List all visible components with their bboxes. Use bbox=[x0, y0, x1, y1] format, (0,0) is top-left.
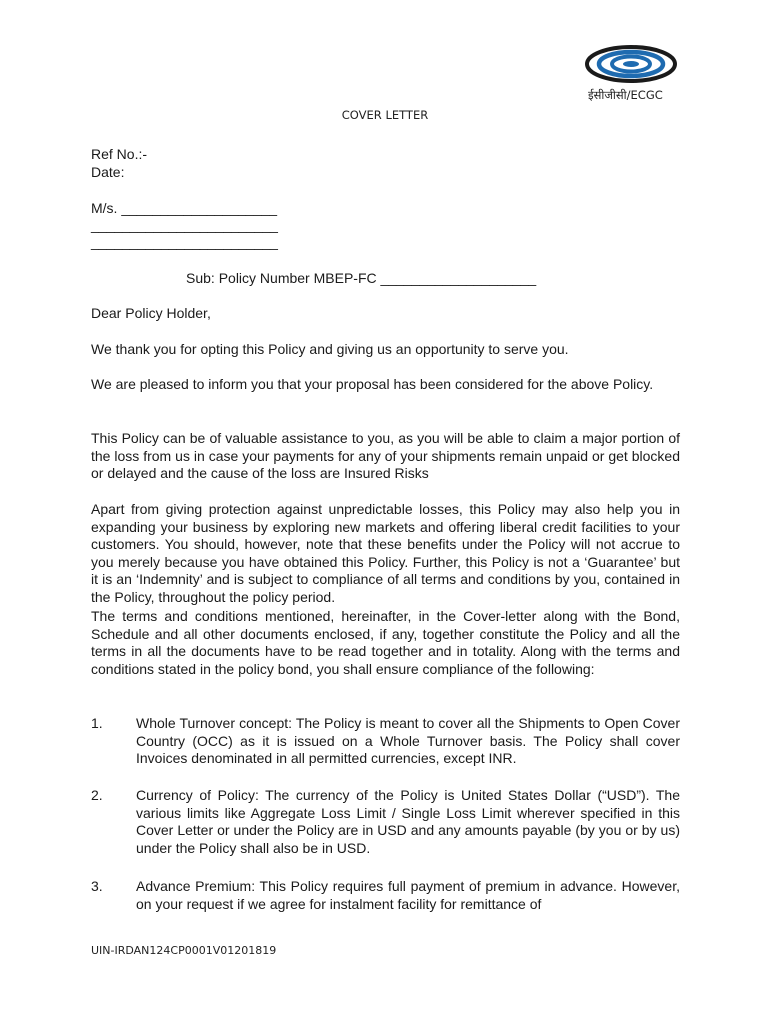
list-item bbox=[91, 787, 680, 857]
paragraph-thanks: We thank you for opting this Policy and giving us an opportunity to serve you. bbox=[91, 341, 569, 357]
paragraph-terms: The terms and conditions mentioned, hereinafter, in the Cover-letter along with the Bond, Schedule and all other documents enclosed, if any, together constitute the Policy and all the terms in all the documents have to be read together and in totality. Along with the terms and conditions stated in the policy bond, you shall ensure compliance of the following: bbox=[91, 608, 680, 677]
footer-uin: UIN-IRDAN124CP0001V01201819 bbox=[91, 944, 277, 957]
subject-line: Sub: Policy Number MBEP-FC ____________________ bbox=[186, 270, 537, 286]
list-item-number: 3. bbox=[91, 878, 103, 894]
logo-core bbox=[623, 61, 639, 67]
paragraph-proposal: We are pleased to inform you that your proposal has been considered for the above Policy. bbox=[91, 376, 654, 392]
address-block: M/s. ____________________ ________________________ ________________________ bbox=[91, 200, 278, 250]
list-item bbox=[91, 878, 680, 913]
ecgc-logo bbox=[584, 44, 678, 84]
list-item-text: Currency of Policy: The currency of the Policy is United States Dollar (“USD”). The various limits like Aggregate Loss Limit / Single Loss Limit wherever specified in this Cover Letter or under the Policy are in USD and any amounts payable (by you or by us) under the Policy shall also be in USD. bbox=[136, 787, 680, 856]
list-item-number: 1. bbox=[91, 715, 103, 731]
brand-name: ईसीजीसी/ECGC bbox=[588, 88, 663, 102]
paragraph-assistance: This Policy can be of valuable assistance to you, as you will be able to claim a major portion of the loss from us in case your payments for any of your shipments remain unpaid or get blocked or delayed and the cause of the loss are Insured Risks bbox=[91, 430, 680, 482]
list-item-text: Whole Turnover concept: The Policy is meant to cover all the Shipments to Open Cover Country (OCC) as it is issued on a Whole Turnover basis. The Policy shall cover Invoices denominated in all permitted currencies, except INR. bbox=[136, 715, 680, 767]
ref-date: Date: bbox=[91, 164, 125, 180]
document-title: COVER LETTER bbox=[341, 108, 429, 122]
ref-number: Ref No.:- bbox=[91, 146, 148, 162]
list-item bbox=[91, 715, 680, 768]
paragraph-benefits: Apart from giving protection against unpredictable losses, this Policy may also help you in expanding your business by exploring new markets and offering liberal credit facilities to your customers. You should, however, note that these benefits under the Policy will not accrue to you merely because you have obtained this Policy. Further, this Policy is not a ‘Guarantee’ but it is an ‘Indemnity’ and is subject to compliance of all terms and conditions by you, contained in the Policy, throughout the policy period. bbox=[91, 501, 680, 605]
list-item-number: 2. bbox=[91, 787, 103, 803]
reference-block bbox=[91, 145, 147, 181]
list-item-text: Advance Premium: This Policy requires full payment of premium in advance. However, on your request if we agree for instalment facility for remittance of bbox=[136, 878, 680, 912]
salutation: Dear Policy Holder, bbox=[91, 305, 211, 321]
